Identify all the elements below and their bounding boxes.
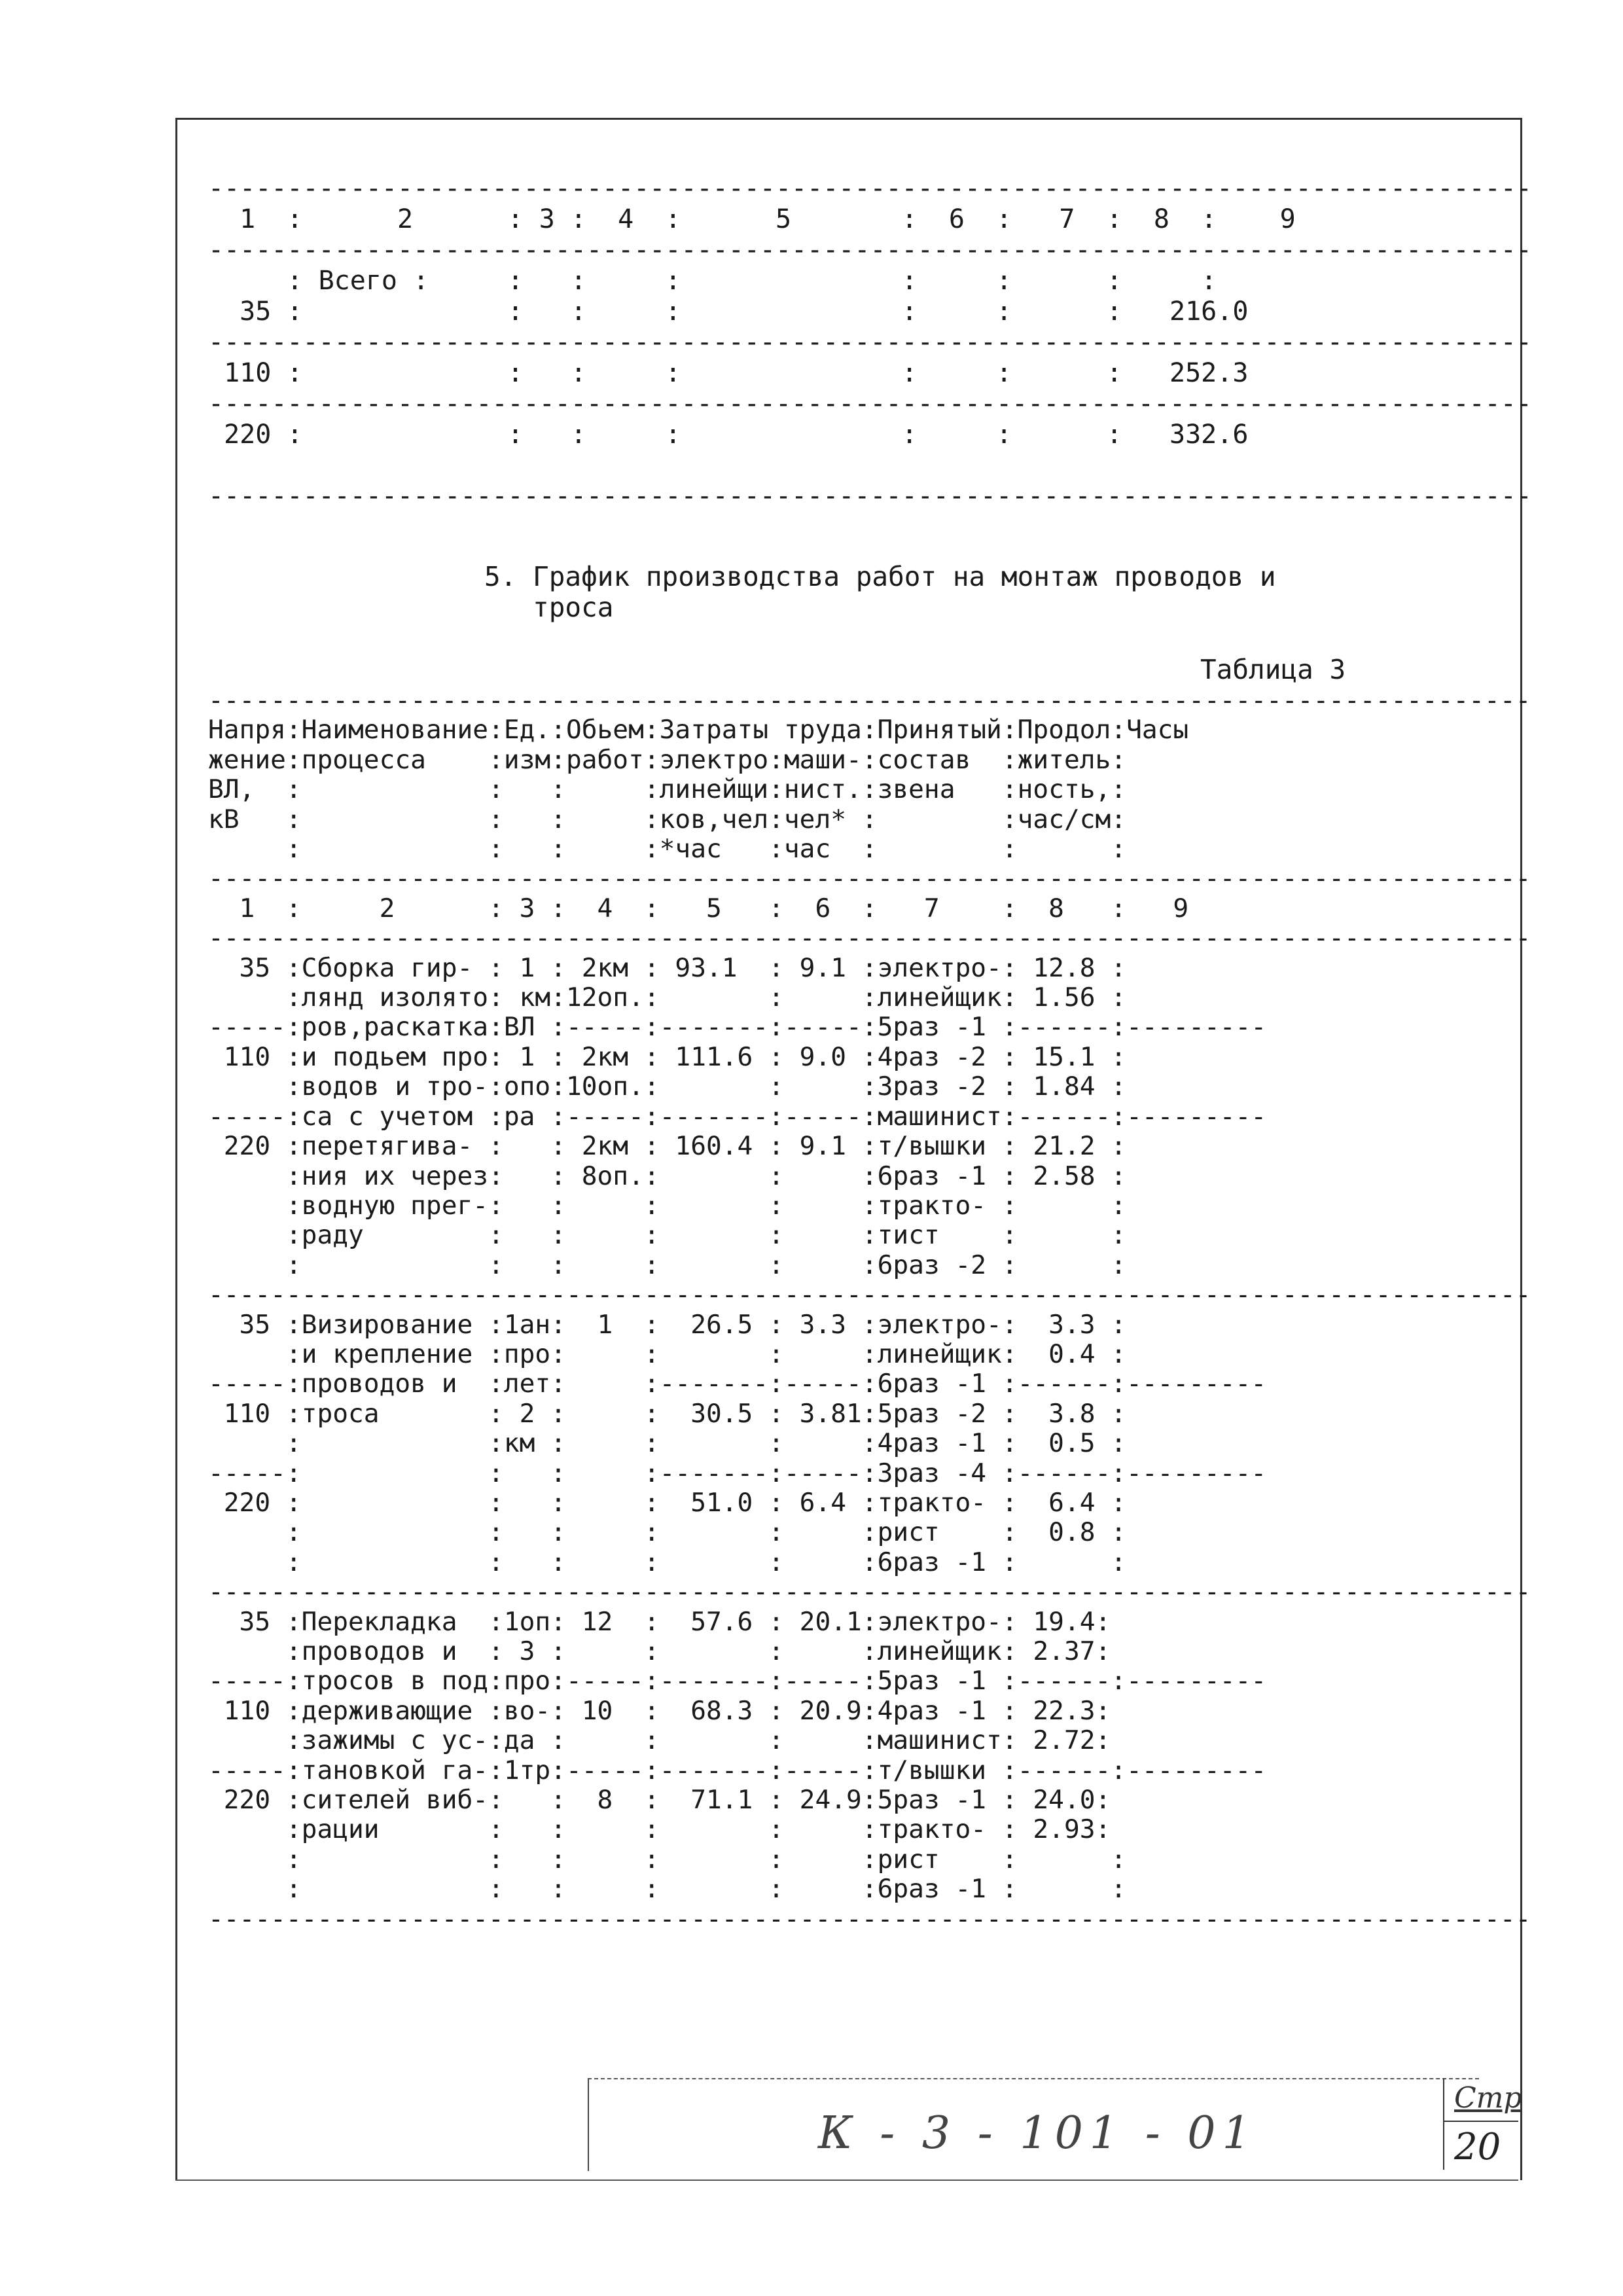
sheet-divider [1443,2121,1518,2122]
bottom-border [175,2179,1518,2181]
section-caption: 5. График производства работ на монтаж проводов и троса [484,561,1276,623]
sheet-number: 20 [1454,2126,1501,2168]
table-3-schedule: ------------------------------------------------------------------------------------- Напря:Наименование:Ед.:Обьем:Затраты труда:Принятый:Продол:Часы жение:процесса :изм:работ:электро:маши-:состав :житель: ВЛ, : : : :линейщи:нист.:звена :ность,: кВ : : : :ков,чел:чел* : :час/см: : : : :*час :час : : : ------------------------------------------------------------------------------------- 1 : 2 : 3 : 4 : 5 : 6 : 7 : 8 : 9 ------------------------------------------------------------------------------------- 35 :Сборка гир- : 1 : 2км : 93.1 : 9.1 :электро-: 12.8 : :лянд изолято: км:12оп.: : :линейщик: 1.56 : -----:ров,раскатка:ВЛ :-----:-------:-----:5раз -1 :------:--------- 110 :и подьем про: 1 : 2км : 111.6 : 9.0 :4раз -2 : 15.1 : :водов и тро-:опо:10оп.: : :3раз -2 : 1.84 : -----:са с учетом :ра :-----:-------:-----:машинист:------:--------- 220 :перетягива- : : 2км : 160.4 : 9.1 :т/вышки : 21.2 : :ния их через: : 8оп.: : :6раз -1 : 2.58 : :водную прег-: : : : :тракто- : : :раду : : : : :тист : : : : : : : :6раз -2 : : ------------------------------------------------------------------------------------- 35 :Визирование :1ан: 1 : 26.5 : 3.3 :электро-: 3.3 : :и крепление :про: : : :линейщик: 0.4 : -----:проводов и :лет: :-------:-----:6раз -1 :------:--------- 110 :троса : 2 : : 30.5 : 3.81:5раз -2 : 3.8 : : :км : : : :4раз -1 : 0.5 : -----: : : :-------:-----:3раз -4 :------:--------- 220 : : : : 51.0 : 6.4 :тракто- : 6.4 : : : : : : :рист : 0.8 : : : : : : :6раз -1 : : ------------------------------------------------------------------------------------- 35 :Перекладка :1оп: 12 : 57.6 : 20.1:электро-: 19.4: :проводов и : 3 : : : :линейщик: 2.37: -----:тросов в под:про:-----:-------:-----:5раз -1 :------:--------- 110 :держивающие :во-: 10 : 68.3 : 20.9:4раз -1 : 22.3: :зажимы с ус-:да : : : :машинист: 2.72: -----:тановкой га-:1тр:-----:-------:-----:т/вышки :------:--------- 220 :сителей виб-: : 8 : 71.1 : 24.9:5раз -1 : 24.0: :рации : : : : :тракто- : 2.93: : : : : : :рист : : : : : : : :6раз -1 : : ------------------------------------------------------------------------------------- [208,685,1531,1934]
table-2-continuation: ------------------------------------------------------------------------------------ 1 : 2 : 3 : 4 : 5 : 6 : 7 : 8 : 9 ------------------------------------------------------------------------------------ : Всего : : : : : : : : 35 : : : : : : : 216.0 ------------------------------------------------------------------------------------ 110 : : : : : : : 252.3 ------------------------------------------------------------------------------------ 220 : : : : : : : 332.6 ------------------------------------------------------------------------------------ [208,173,1532,511]
sheet-label: Стр [1454,2081,1522,2115]
table-label: Таблица 3 [1200,654,1346,685]
document-code: К - 3 - 101 - 01 [818,2108,1257,2159]
